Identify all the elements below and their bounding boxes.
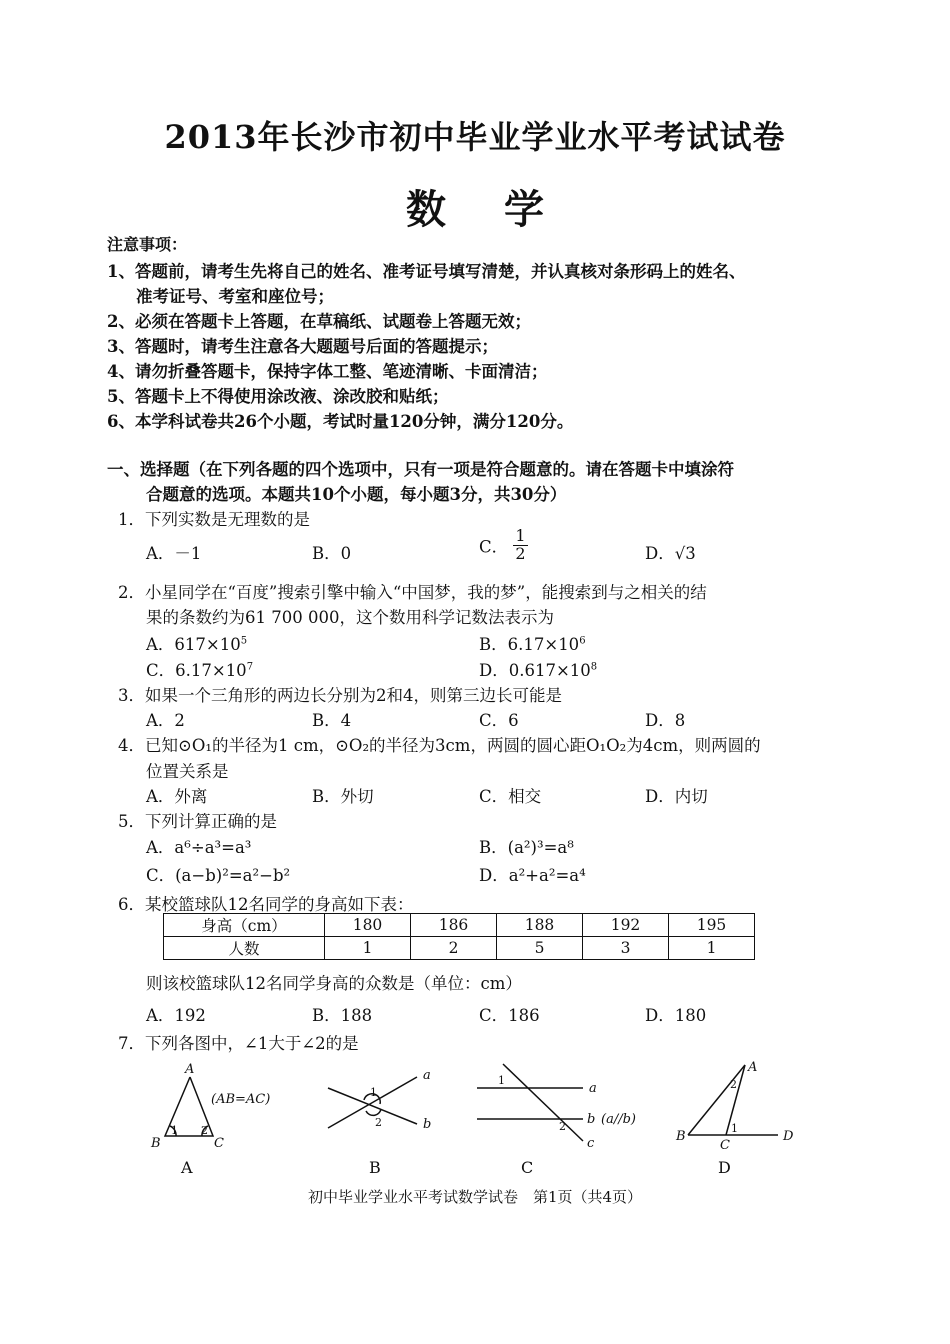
fig-d-vertex-d: D (783, 1129, 794, 1144)
exponent: 7 (246, 661, 254, 673)
figure-a-label: A (181, 1158, 193, 1177)
q2-stem-cont: 果的条数约为61 700 000，这个数用科学记数法表示为 (146, 608, 554, 627)
fig-b-line-a: a (423, 1068, 431, 1083)
q6-option-c: C．186 (479, 1006, 540, 1025)
fig-d-vertex-b: B (676, 1129, 686, 1144)
exponent: 5 (240, 635, 248, 647)
table-cell: 180 (325, 914, 411, 937)
fig-d-angle-2: 2 (730, 1078, 737, 1091)
q4-stem: 4．已知⊙O₁的半径为1 cm，⊙O₂的半径为3cm，两圆的圆心距O₁O₂为4cm，则两圆的 (118, 736, 761, 755)
numerator: 1 (515, 526, 526, 545)
q1-stem: 1．下列实数是无理数的是 (118, 510, 310, 529)
q3-option-b: B．4 (312, 711, 352, 730)
text: A．617×10 (146, 635, 241, 654)
q5-option-b: B．(a²)³=a⁸ (479, 838, 574, 857)
fig-d-angle-1: 1 (731, 1122, 738, 1135)
table-cell: 人数 (164, 937, 325, 960)
figure-c-lines (477, 1064, 583, 1141)
notice-item: 5、答题卡上不得使用涂改液、涂改胶和贴纸； (107, 387, 449, 406)
q5-stem: 5．下列计算正确的是 (118, 812, 277, 831)
fig-b-angle-2: 2 (375, 1116, 382, 1129)
fig-a-vertex-b: B (151, 1136, 161, 1151)
fig-a-note: (AB=AC) (211, 1092, 271, 1107)
notice-item: 准考证号、考室和座位号； (136, 287, 334, 306)
q4-option-d: D．内切 (645, 787, 708, 806)
q1-option-c-label: C． (479, 537, 509, 557)
q3-option-a: A．2 (146, 711, 185, 730)
table-cell: 5 (497, 937, 583, 960)
notice-item: 3、答题时，请考生注意各大题题号后面的答题提示； (107, 337, 498, 356)
q6-option-b: B．188 (312, 1006, 373, 1025)
q1-option-d-label: D． (645, 544, 675, 563)
table-cell: 195 (669, 914, 755, 937)
q4-option-c: C．相交 (479, 787, 542, 806)
page-footer: 初中毕业学业水平考试数学试卷 第1页（共4页） (307, 1188, 643, 1206)
notice-item: 4、请勿折叠答题卡，保持字体工整、笔迹清晰、卡面清洁； (107, 362, 548, 381)
table-cell: 身高（cm） (164, 914, 325, 937)
q4-option-b: B．外切 (312, 787, 374, 806)
fig-a-angle-1: 1 (171, 1124, 178, 1137)
text: D．0.617×10 (479, 661, 591, 680)
q5-option-a: A．a⁶÷a³=a³ (146, 838, 252, 857)
exam-title: 2013年长沙市初中毕业学业水平考试试卷 (164, 118, 786, 156)
fig-c-line-c: c (587, 1136, 595, 1151)
notice-heading: 注意事项： (107, 235, 188, 254)
q4-stem-cont: 位置关系是 (146, 762, 229, 781)
notice-item: 6、本学科试卷共26个小题，考试时量120分钟，满分120分。 (107, 412, 574, 431)
q3-stem: 3．如果一个三角形的两边长分别为2和4，则第三边长可能是 (118, 686, 562, 705)
denominator: 2 (515, 543, 526, 563)
fig-a-angle-2: 2 (201, 1124, 208, 1137)
text: B．6.17×10 (479, 635, 580, 654)
exponent: 8 (590, 661, 598, 673)
sqrt-value: √3 (674, 544, 696, 563)
fig-a-vertex-a: A (185, 1062, 195, 1077)
q5-option-d: D．a²+a²=a⁴ (479, 866, 586, 885)
section-heading-cont: 合题意的选项。本题共10个小题，每小题3分，共30分） (146, 485, 567, 504)
table-cell: 2 (411, 937, 497, 960)
table-cell: 3 (583, 937, 669, 960)
table-cell: 188 (497, 914, 583, 937)
fig-d-vertex-a: A (748, 1060, 758, 1075)
q4-option-a: A．外离 (146, 787, 208, 806)
q3-option-c: C．6 (479, 711, 519, 730)
fig-b-angle-1: 1 (370, 1086, 377, 1099)
q6-option-a: A．192 (146, 1006, 206, 1025)
fig-c-line-b: b (587, 1112, 596, 1127)
fig-c-line-a: a (589, 1081, 597, 1096)
table-cell: 1 (669, 937, 755, 960)
notice-item: 1、答题前，请考生先将自己的姓名、准考证号填写清楚，并认真核对条形码上的姓名、 (107, 262, 746, 281)
figure-d-label: D (718, 1158, 731, 1177)
q6-question: 则该校篮球队12名同学身高的众数是（单位：cm） (146, 974, 522, 993)
q5-option-c: C．(a−b)²=a²−b² (146, 866, 291, 885)
exponent: 6 (579, 635, 586, 647)
section-heading: 一、选择题（在下列各题的四个选项中，只有一项是符合题意的。请在答题卡中填涂符 (107, 460, 734, 479)
q6-option-d: D．180 (645, 1006, 707, 1025)
fig-c-angle-2: 2 (559, 1120, 566, 1133)
text: C．6.17×10 (146, 661, 247, 680)
table-cell: 192 (583, 914, 669, 937)
q1-option-a: A．－1 (146, 544, 202, 563)
table-cell: 186 (411, 914, 497, 937)
fig-c-angle-1: 1 (498, 1074, 505, 1087)
fig-d-vertex-c: C (720, 1138, 730, 1153)
fig-b-line-b: b (423, 1117, 432, 1132)
notice-item: 2、必须在答题卡上答题，在草稿纸、试题卷上答题无效； (107, 312, 531, 331)
fig-a-vertex-c: C (214, 1136, 224, 1151)
fig-c-note: (a//b) (601, 1112, 636, 1127)
q3-option-d: D．8 (645, 711, 686, 730)
q1-option-b: B．0 (312, 544, 352, 563)
q2-stem: 2．小星同学在“百度”搜索引擎中输入“中国梦，我的梦”，能搜索到与之相关的结 (118, 583, 707, 602)
q6-stem: 6．某校篮球队12名同学的身高如下表： (118, 895, 414, 914)
table-cell: 1 (325, 937, 411, 960)
q7-stem: 7．下列各图中，∠1大于∠2的是 (118, 1034, 359, 1053)
figure-c-label: C (521, 1158, 534, 1177)
figure-b-label: B (369, 1158, 381, 1177)
figure-b-lines (328, 1077, 417, 1128)
subject-title: 数学 (406, 186, 602, 233)
